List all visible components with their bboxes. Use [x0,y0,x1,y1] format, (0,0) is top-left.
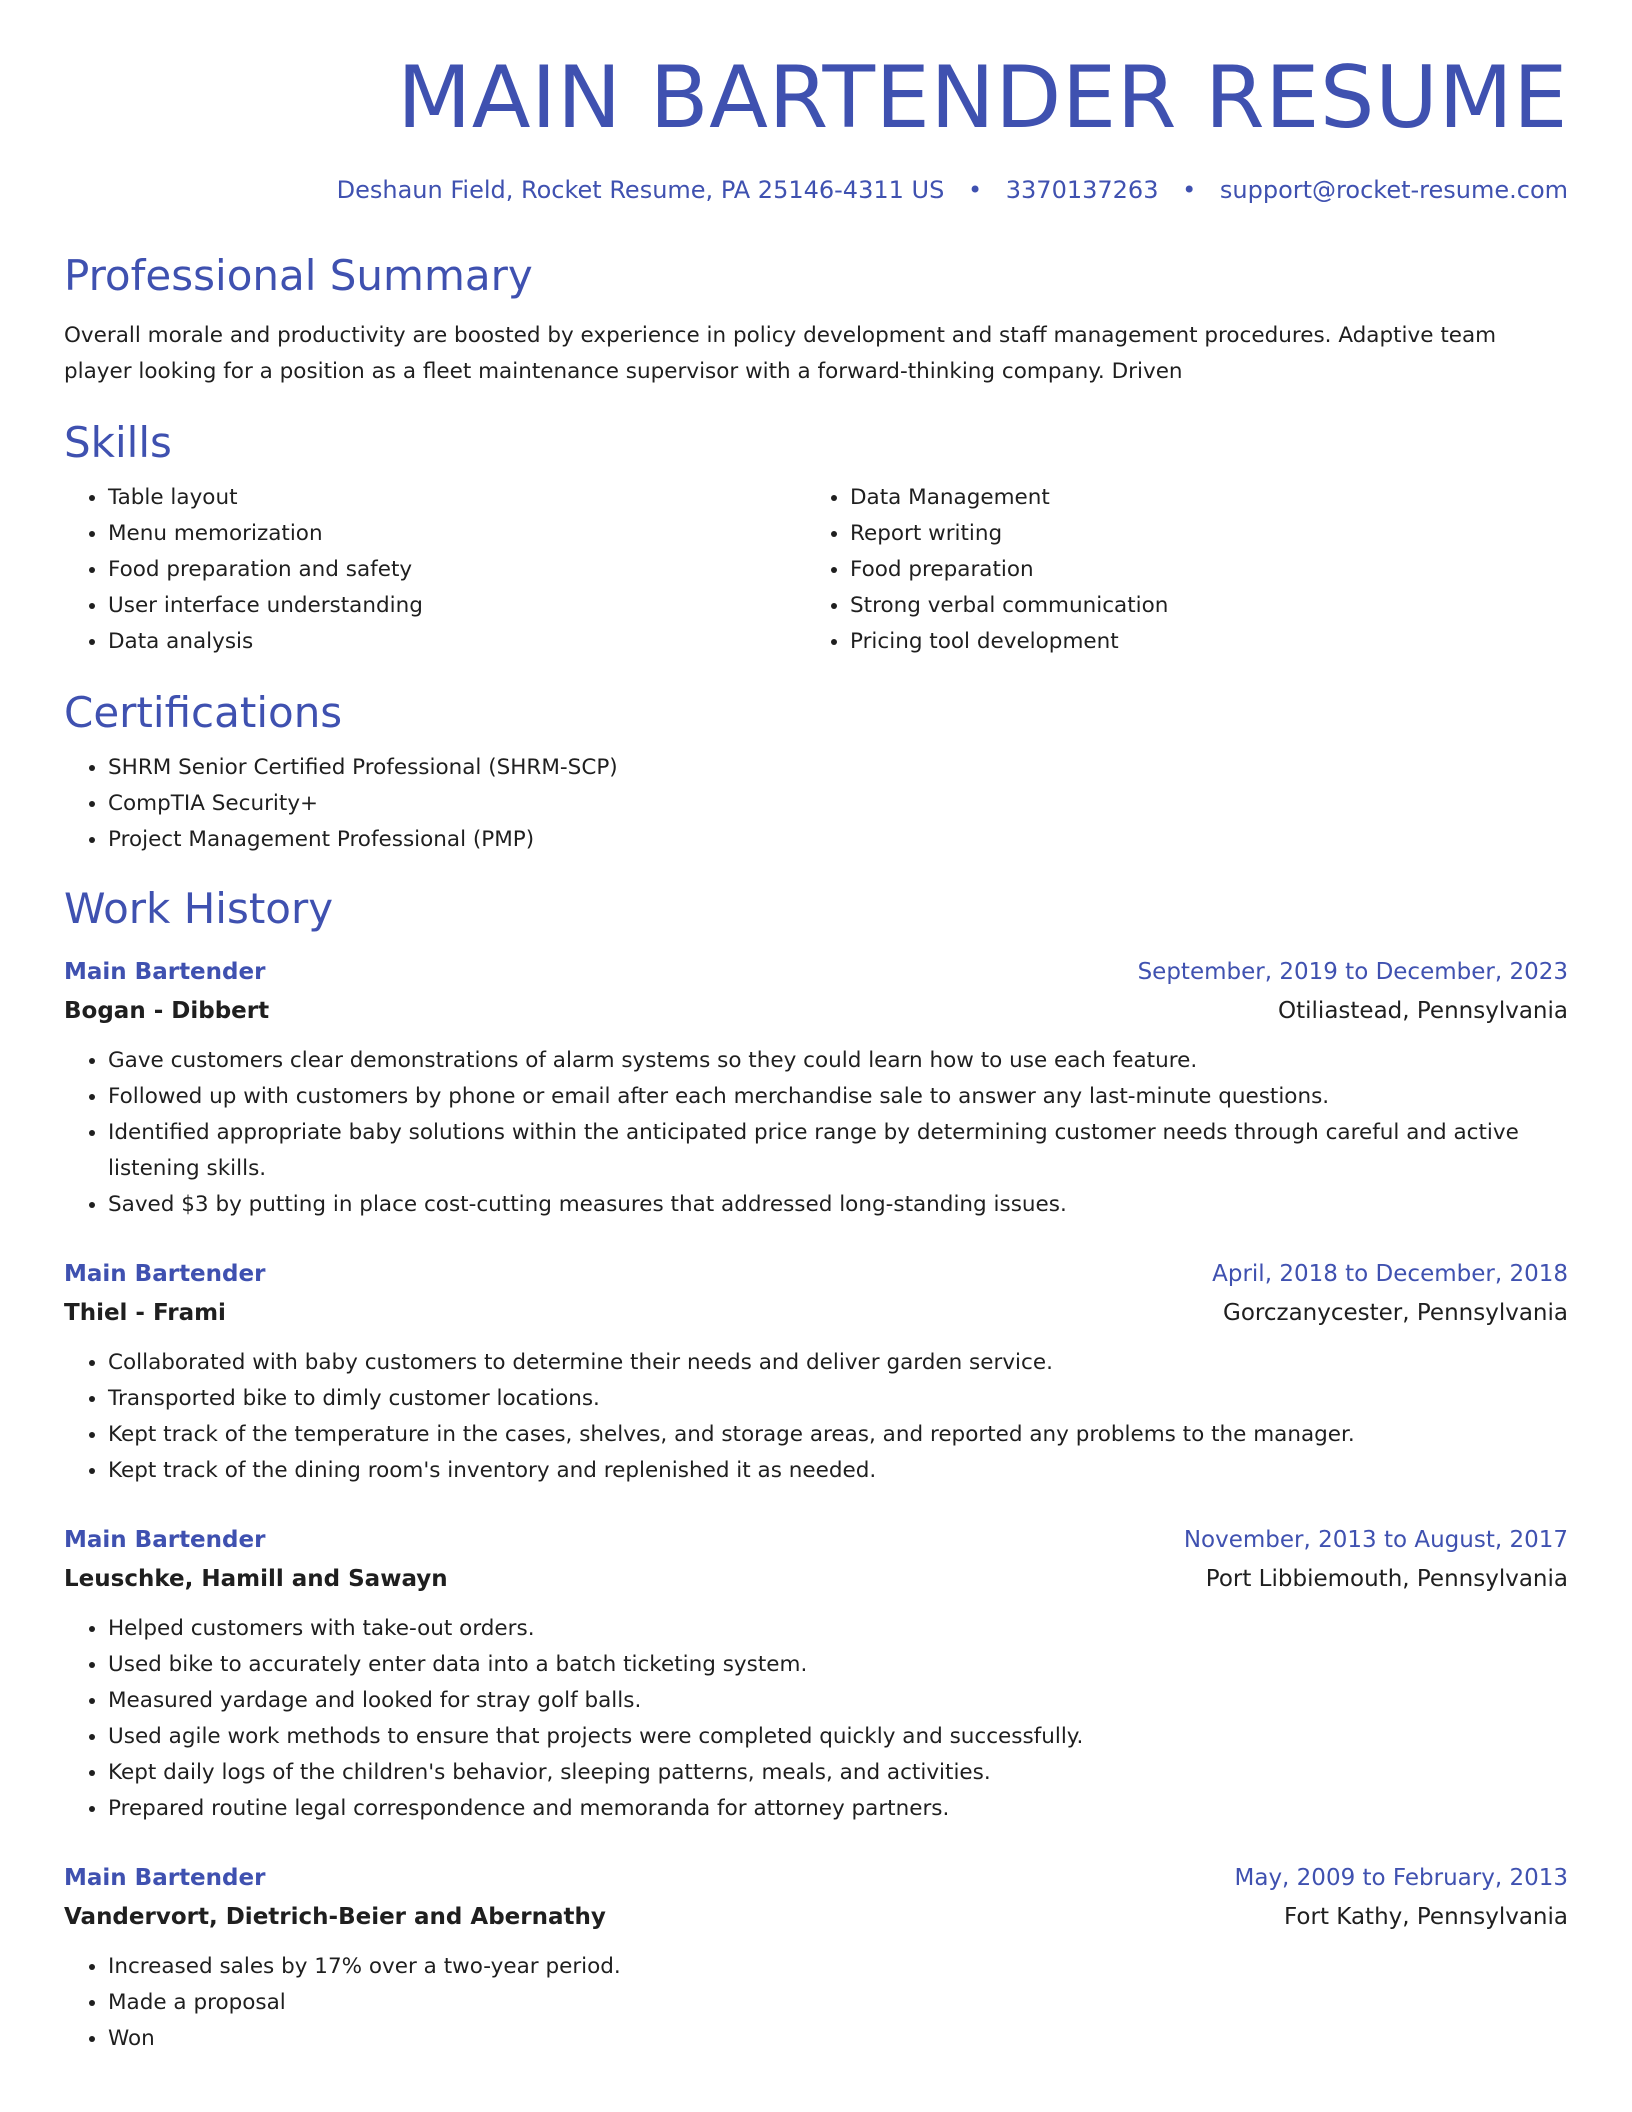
job-entry [64,953,1568,1223]
job-role: Main Bartender [64,1864,266,1891]
job-duties-list [64,1949,1568,2057]
job-duty: • Saved $3 by putting in place cost-cutting measures that addressed long-standing issues. [108,1187,1568,1223]
skill-item: • Table layout [108,480,806,516]
job-duty: • Kept track of the dining room's inventory and replenished it as needed. [108,1453,1568,1489]
job-company: Leuschke, Hamill and Sawayn [64,1565,448,1592]
job-role: Main Bartender [64,1526,266,1553]
job-entry [64,1521,1568,1827]
skills-column-right [806,480,1548,660]
job-header-row [64,1255,1568,1293]
job-duty: • Identified appropriate baby solutions within the anticipated price range by determining customer needs through careful and active listening skills. [108,1115,1568,1187]
contact-line [64,176,1568,205]
job-company: Bogan - Dibbert [64,997,270,1024]
certification-item: • Project Management Professional (PMP) [108,822,1568,858]
skill-item: • Menu memorization [108,516,806,552]
skill-item: • User interface understanding [108,588,806,624]
job-duty: • Followed up with customers by phone or email after each merchandise sale to answer any last-minute questions. [108,1079,1568,1115]
contact-email: support@rocket-resume.com [1219,176,1568,205]
job-header-row [64,1521,1568,1559]
job-dates: September, 2019 to December, 2023 [1137,958,1568,985]
skill-item: • Report writing [850,516,1548,552]
skills-heading: Skills [64,417,172,467]
job-company: Vandervort, Dietrich-Beier and Abernathy [64,1903,606,1930]
skills-grid [64,480,1568,660]
job-duty: • Kept track of the temperature in the cases, shelves, and storage areas, and reported any problems to the manager. [108,1417,1568,1453]
job-company-row [64,1293,1568,1333]
skills-column-left [64,480,806,660]
contact-address: Deshaun Field, Rocket Resume, PA 25146-4311 US [336,176,945,205]
resume-title: MAIN BARTENDER RESUME [397,48,1568,148]
certification-item: • CompTIA Security+ [108,786,1568,822]
skill-item: • Data Management [850,480,1548,516]
summary-text: Overall morale and productivity are boosted by experience in policy development and staff management procedures. Adaptive team player looking for a position as a fleet maintenance supervisor with a forward-thinking company. Driven [64,322,1497,384]
job-company-row [64,1897,1568,1937]
skill-item: • Strong verbal communication [850,588,1548,624]
skills-list-left [64,480,806,660]
contact-separator: • [1182,176,1197,205]
job-duty: • Won [108,2021,1568,2057]
job-location: Gorczanycester, Pennsylvania [1223,1299,1568,1326]
job-duty: • Used bike to accurately enter data into a batch ticketing system. [108,1647,1568,1683]
job-duty: • Gave customers clear demonstrations of alarm systems so they could learn how to use each feature. [108,1043,1568,1079]
job-company: Thiel - Frami [64,1299,226,1326]
work-history-heading: Work History [64,884,334,934]
job-duty: • Kept daily logs of the children's behavior, sleeping patterns, meals, and activities. [108,1755,1568,1791]
job-duty: • Transported bike to dimly customer locations. [108,1381,1568,1417]
skill-item: • Food preparation [850,552,1548,588]
job-duties-list [64,1345,1568,1489]
job-duty: • Used agile work methods to ensure that projects were completed quickly and successfully. [108,1719,1568,1755]
job-company-row [64,1559,1568,1599]
summary-heading: Professional Summary [64,251,533,301]
job-header-row [64,1859,1568,1897]
job-entry [64,1859,1568,2057]
certifications-heading: Certifications [64,687,343,737]
contact-separator: • [967,176,983,205]
job-duties-list [64,1611,1568,1827]
skills-list-right [806,480,1548,660]
job-location: Port Libbiemouth, Pennsylvania [1205,1565,1568,1592]
job-duty: • Made a proposal [108,1985,1568,2021]
job-header-row [64,953,1568,991]
job-entry [64,1255,1568,1489]
job-duty: • Collaborated with baby customers to determine their needs and deliver garden service. [108,1345,1568,1381]
job-dates: May, 2009 to February, 2013 [1234,1864,1568,1891]
job-location: Otiliastead, Pennsylvania [1278,997,1568,1024]
contact-phone: 3370137263 [1005,176,1159,205]
job-duty: • Increased sales by 17% over a two-year period. [108,1949,1568,1985]
job-duties-list [64,1043,1568,1223]
job-dates: April, 2018 to December, 2018 [1212,1260,1568,1287]
job-role: Main Bartender [64,958,266,985]
job-duty: • Measured yardage and looked for stray golf balls. [108,1683,1568,1719]
skill-item: • Food preparation and safety [108,552,806,588]
certifications-list [64,750,1568,858]
job-dates: November, 2013 to August, 2017 [1183,1526,1568,1553]
job-duty: • Prepared routine legal correspondence and memoranda for attorney partners. [108,1791,1568,1827]
certification-item: • SHRM Senior Certified Professional (SHRM-SCP) [108,750,1568,786]
job-location: Fort Kathy, Pennsylvania [1284,1903,1568,1930]
job-company-row [64,991,1568,1031]
job-role: Main Bartender [64,1260,266,1287]
job-duty: • Helped customers with take-out orders. [108,1611,1568,1647]
skill-item: • Data analysis [108,624,806,660]
resume-page [64,50,1568,2057]
skill-item: • Pricing tool development [850,624,1548,660]
